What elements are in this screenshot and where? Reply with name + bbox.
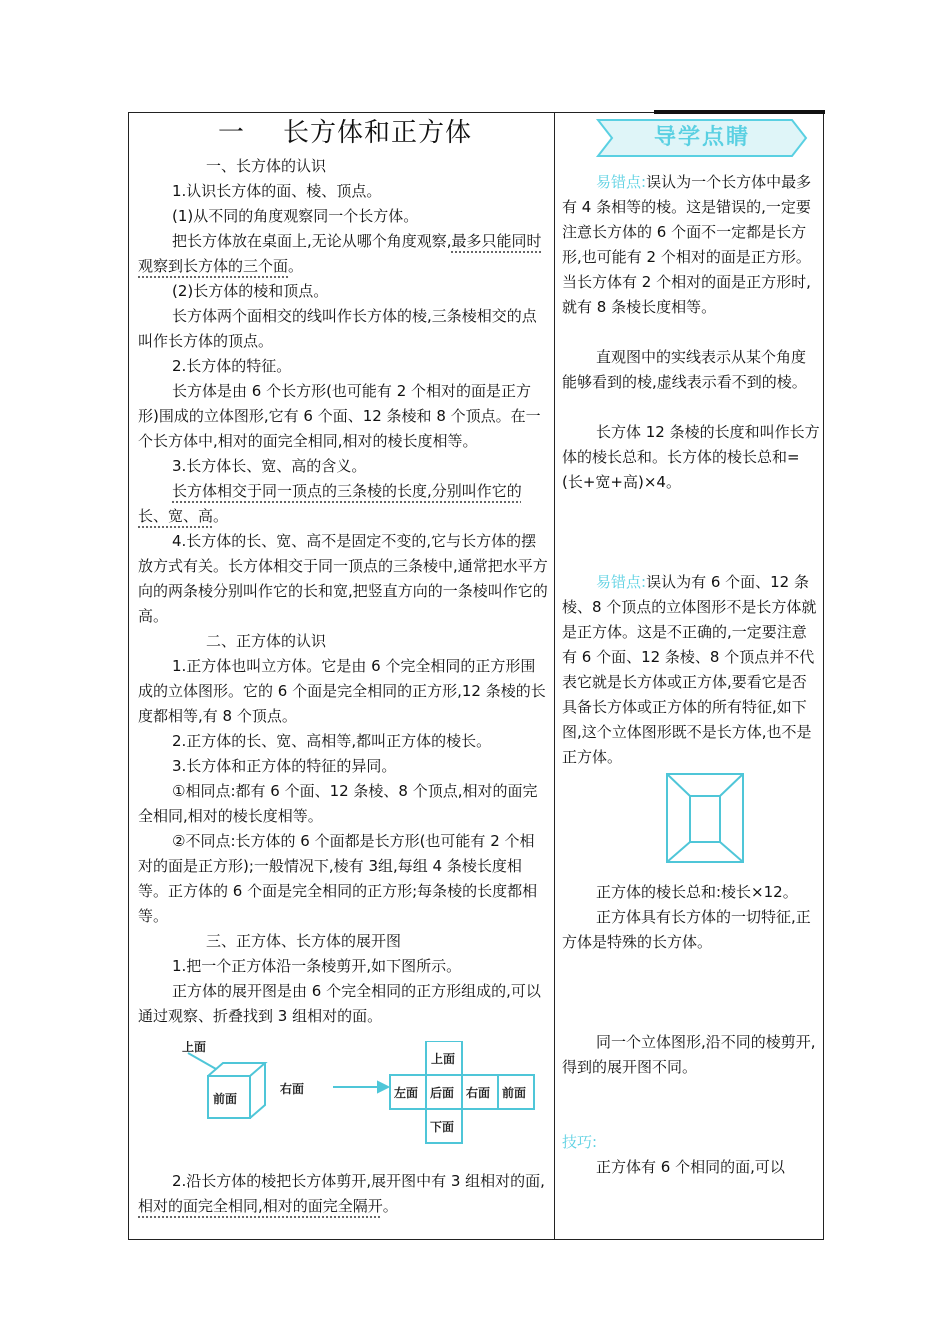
text: 。 [382,1197,398,1215]
title-number: 一 [218,118,246,148]
tip-label: 技巧: [562,1133,598,1151]
banner-title: 导学点睛 [653,125,750,150]
net-label-front: 前面 [502,1086,527,1100]
paragraph: 长方体两个面相交的线叫作长方体的棱,三条棱相交的点叫作长方体的顶点。 [138,307,537,350]
paragraph [138,1169,548,1219]
paragraph [138,479,548,529]
paragraph: 长方体是由 6 个长方形(也可能有 2 个相对的面是正方形)围成的立体图形,它有 6 个面、12 条棱和 8 个顶点。在一个长方体中,相对的面完全相同,相对的棱长度相等。 [138,382,541,450]
title-text: 长方体和正方体 [283,118,473,148]
emphasis-text: 长方体相交于同一顶点的三条棱的长度,分别叫作它的长、宽、高 [138,482,522,525]
cube-top-face [208,1063,265,1076]
paragraph: ②不同点:长方体的 6 个面都是长方形(也可能有 2 个相对的面是正方形);一般情况下,棱有 3组,每组 4 条棱长度相等。正方体的 6 个面是完全相同的正方形;每条棱的长度都相等。 [138,832,538,925]
page-title [218,116,548,150]
paragraph: 2.长方体的特征。 [172,357,292,375]
text: 。 [213,507,229,525]
emphasis-text: 最多只能同时观察到长方体的三个面 [138,232,542,275]
note-mistake-2 [562,570,820,770]
top-pointer [188,1053,216,1069]
section-1-heading: 一、长方体的认识 [206,157,327,175]
main-content [138,116,548,1219]
paragraph: 4.长方体的长、宽、高不是固定不变的,它与长方体的摆放方式有关。长方体相交于同一顶点的三条棱中,通常把水平方向的两条棱分别叫作它的长和宽,把竖直方向的一条棱叫作它的高。 [138,532,548,625]
guide-banner [592,116,812,160]
frustum-svg [562,770,820,880]
net-label-bottom: 下面 [430,1120,455,1134]
note: 长方体 12 条棱的长度和叫作长方体的棱长总和。长方体的棱长总和=(长+宽+高)×4。 [562,423,820,491]
note: 正方体具有长方体的一切特征,正方体是特殊的长方体。 [562,908,811,951]
paragraph: ①相同点:都有 6 个面、12 条棱、8 个顶点,相对的面完全相同,相对的棱长度相等。 [138,782,538,825]
paragraph: 2.正方体的长、宽、高相等,都叫正方体的棱长。 [172,732,492,750]
label-top: 上面 [182,1041,207,1054]
text: 误认为有 6 个面、12 条棱、8 个顶点的立体图形不是长方体就是正方体。这是不正确的,一定要注意有 6 个面、12 条棱、8 个顶点并不代表它就是长方体或正方体,要看它是否具备长方体或正方体的所有特征,如下图,这个立体图形既不是长方体,也不是正方体。 [562,573,817,766]
paragraph: 1.正方体也叫立方体。它是由 6 个完全相同的正方形围成的立体图形。它的 6 个面是完全相同的正方形,12 条棱的长度都相等,有 8 个顶点。 [138,657,546,725]
net-label-right: 右面 [466,1086,491,1100]
mistake-label: 易错点: [596,573,647,591]
net-label-top: 上面 [431,1052,456,1066]
net-label-left: 左面 [394,1086,419,1100]
emphasis-text: 相对的面完全相同,相对的面完全隔开 [138,1197,383,1215]
cube-net-diagram [138,1041,548,1151]
paragraph: 3.长方体长、宽、高的含义。 [172,457,367,475]
label-right: 右面 [280,1082,305,1096]
paragraph [138,229,548,279]
text: 把长方体放在桌面上,无论从哪个角度观察, [172,232,452,250]
note-mistake-1 [562,170,820,320]
cube-side-face [250,1063,265,1118]
mistake-label: 易错点: [596,173,647,191]
text: 2.沿长方体的棱把长方体剪开,展开图中有 3 组相对的面, [172,1172,545,1190]
note: 直观图中的实线表示从某个角度能够看到的棱,虚线表示看不到的棱。 [562,348,807,391]
sidebar-notes [562,116,820,1180]
cube-net-svg [138,1041,548,1151]
net-label-back: 后面 [430,1086,455,1100]
label-front: 前面 [213,1092,238,1106]
frustum-figure [562,770,820,880]
note: 正方体的棱长总和:棱长×12。 [596,883,798,901]
tip-text: 正方体有 6 个相同的面,可以 [596,1158,785,1176]
text: 误认为一个长方体中最多有 4 条相等的棱。这是错误的,一定要注意长方体的 6 个面不一定都是长方形,也可能有 2 个相对的面是正方形。当长方体有 2 个相对的面是正方形时,就有 8 条棱长度相等。 [562,173,812,316]
paragraph: 正方体的展开图是由 6 个完全相同的正方形组成的,可以通过观察、折叠找到 3 组相对的面。 [138,982,541,1025]
arrow-head [378,1082,388,1092]
paragraph: (1)从不同的角度观察同一个长方体。 [172,207,419,225]
section-2-heading: 二、正方体的认识 [206,632,327,650]
text: 。 [288,257,304,275]
paragraph: 1.把一个正方体沿一条棱剪开,如下图所示。 [172,957,462,975]
top-rule [654,110,825,114]
paragraph: 1.认识长方体的面、棱、顶点。 [172,182,382,200]
paragraph: 3.长方体和正方体的特征的异同。 [172,757,397,775]
column-divider [554,112,555,1240]
section-3-heading: 三、正方体、长方体的展开图 [206,932,402,950]
note: 同一个立体图形,沿不同的棱剪开,得到的展开图不同。 [562,1033,816,1076]
paragraph: (2)长方体的棱和顶点。 [172,282,329,300]
